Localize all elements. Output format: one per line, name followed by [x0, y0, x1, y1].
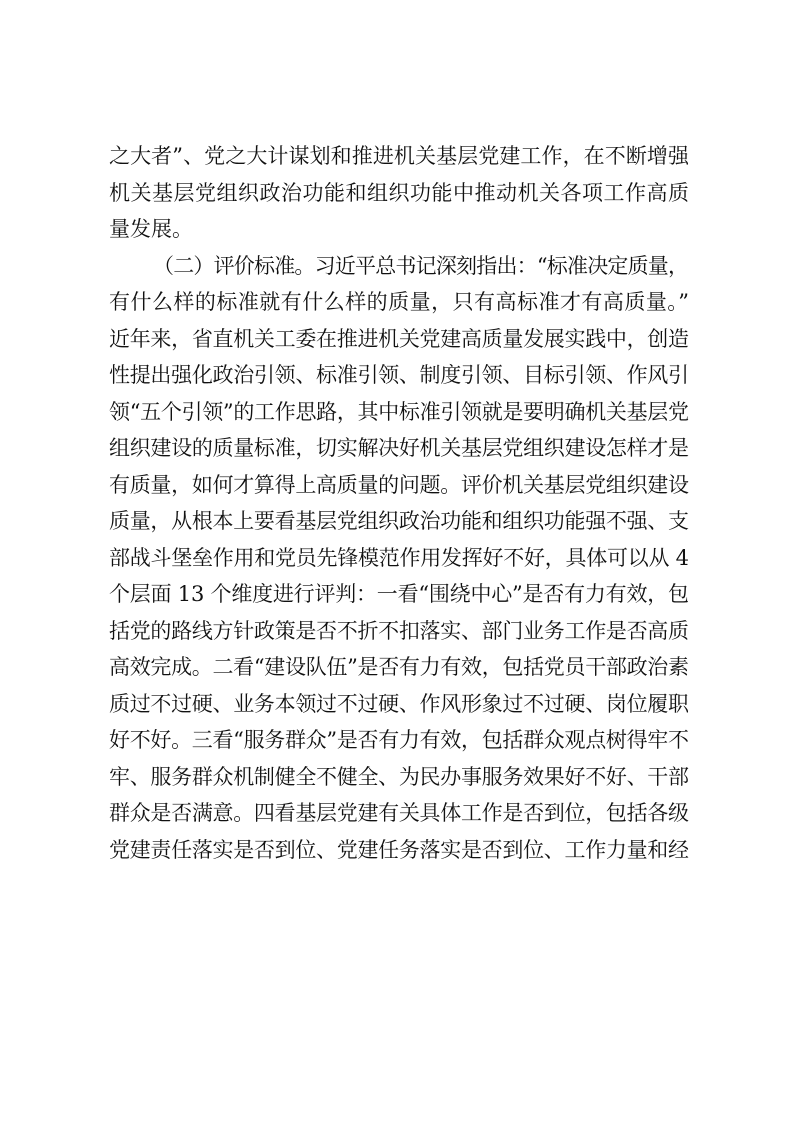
text-line: 领“五个引领”的工作思路，其中标准引领就是要明确机关基层党 [109, 399, 689, 424]
text-line: 牢、服务群众机制健全不健全、为民办事服务效果好不好、干部 [109, 764, 689, 789]
text-line: 之大者”、党之大计谋划和推进机关基层党建工作，在不断增强 [109, 144, 689, 168]
text-line: 党建责任落实是否到位、党建任务落实是否到位、工作力量和经 [109, 837, 689, 862]
text-line: 有什么样的标准就有什么样的质量，只有高标准才有高质量。” [109, 290, 689, 314]
section-heading-line: （二）评价标准。习近平总书记深刻指出：“标准决定质量， [153, 253, 689, 278]
text-line: 近年来，省直机关工委在推进机关党建高质量发展实践中，创造 [109, 326, 689, 351]
text-line: 个层面 13 个维度进行评判：一看“围绕中心”是否有力有效，包 [109, 582, 689, 606]
text-line: 质过不过硬、业务本领过不过硬、作风形象过不过硬、岗位履职 [109, 691, 689, 716]
text-line: 群众是否满意。四看基层党建有关具体工作是否到位，包括各级 [109, 801, 689, 825]
text-line: 有质量，如何才算得上高质量的问题。评价机关基层党组织建设 [109, 472, 689, 497]
text-line: 高效完成。二看“建设队伍”是否有力有效，包括党员干部政治素 [109, 655, 689, 679]
text-line: 量发展。 [109, 217, 193, 241]
text-line: 括党的路线方针政策是否不折不扣落实、部门业务工作是否高质 [109, 618, 689, 643]
text-line: 性提出强化政治引领、标准引领、制度引领、目标引领、作风引 [109, 363, 689, 387]
body-text [109, 138, 689, 868]
text-line: 质量，从根本上要看基层党组织政治功能和组织功能强不强、支 [109, 509, 689, 533]
text-line: 好不好。三看“服务群众”是否有力有效，包括群众观点树得牢不 [109, 728, 689, 752]
text-line: 部战斗堡垒作用和党员先锋模范作用发挥好不好，具体可以从 4 [109, 545, 689, 570]
text-line: 机关基层党组织政治功能和组织功能中推动机关各项工作高质 [109, 180, 689, 205]
text-line: 组织建设的质量标准，切实解决好机关基层党组织建设怎样才是 [109, 436, 689, 460]
